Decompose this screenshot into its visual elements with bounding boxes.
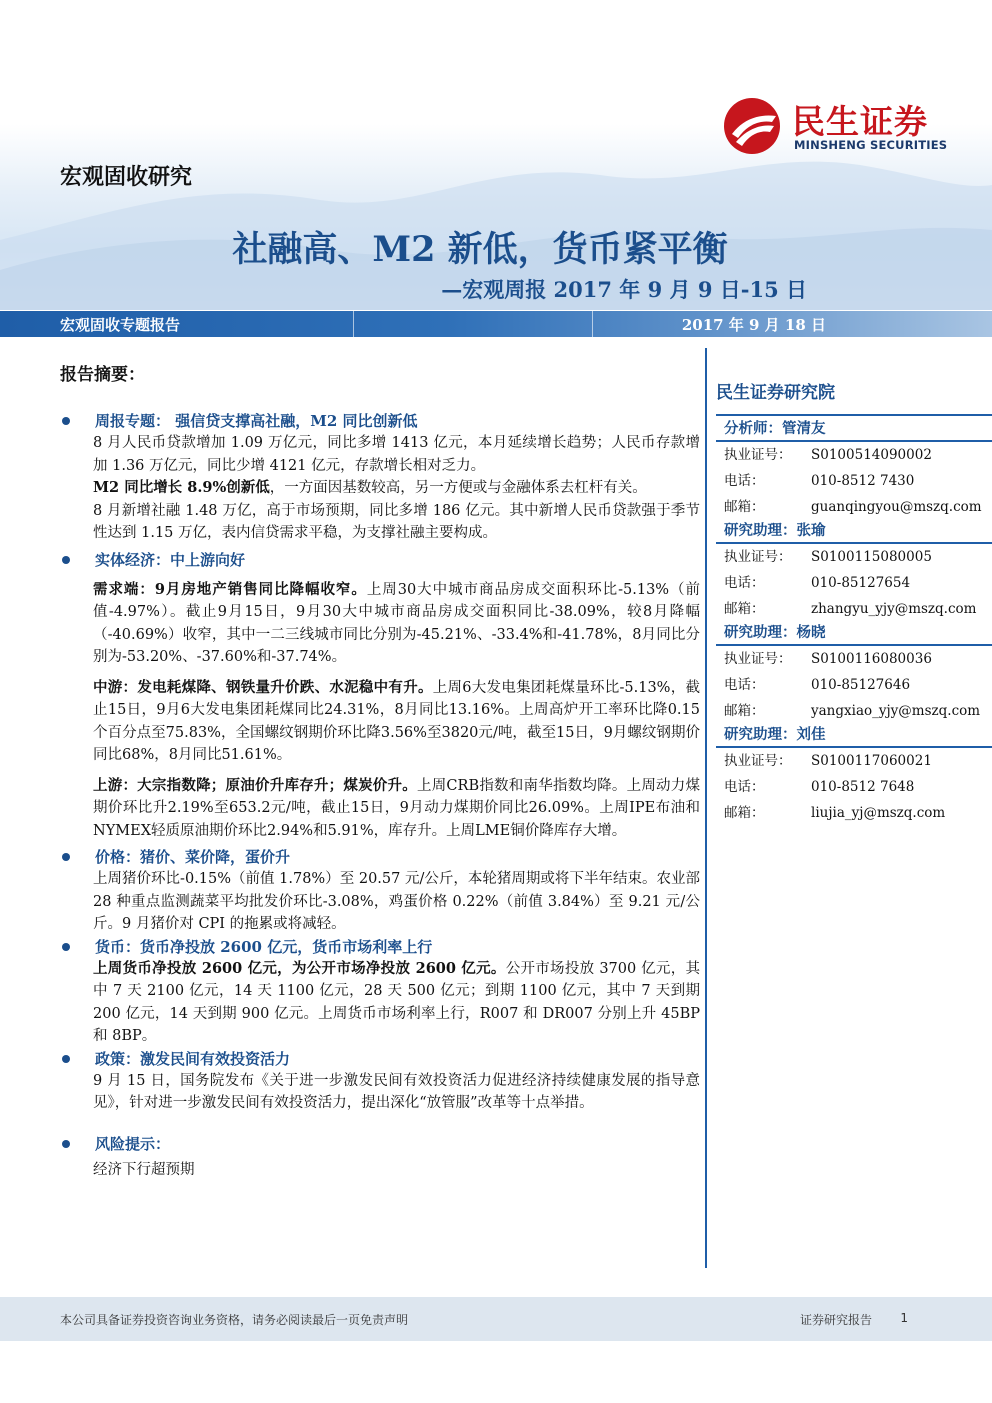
summary-heading: 报告摘要：	[60, 365, 145, 385]
analyst-heading: 研究助理：张瑜	[716, 520, 992, 544]
page-footer	[0, 1297, 992, 1341]
analyst-heading: 研究助理：杨晓	[716, 622, 992, 646]
summary-item-heading	[60, 936, 700, 958]
analyst-block	[716, 418, 992, 520]
report-subtitle: —宏观周报 2017 年 9 月 9 日-15 日	[441, 277, 807, 302]
section-label: 宏观固收研究	[60, 165, 193, 190]
summary-body	[60, 410, 700, 1181]
footer-report-label: 证券研究报告	[799, 1313, 872, 1327]
analyst-row: 执业证号： S0100117060021	[724, 753, 932, 769]
institute-underline	[716, 414, 992, 416]
column-divider	[705, 348, 707, 1268]
bullet-dot-icon	[62, 853, 70, 861]
summary-item-heading-text: 货币：货币净投放 2600 亿元，货币市场利率上行	[95, 937, 433, 956]
analyst-block	[716, 622, 992, 724]
logo-text-en: MINSHENG SECURITIES	[794, 138, 948, 152]
bullet-dot-icon	[62, 417, 70, 425]
summary-paragraph: 上游：大宗指数降；原油价升库存升；煤炭价升。上周CRB指数和南华指数均降。上周动力煤期价环比升2.19%至653.2元/吨，截止15日，9月动力煤期价同比26.09%。上周IPE布油和NYMEX轻质原油期价环比2.94%和5.91%，库存升。上周LME铜价降库存大增。	[93, 776, 700, 839]
summary-item-heading-text: 实体经济：中上游向好	[95, 550, 246, 569]
analyst-row: 电话： 010-8512 7430	[724, 473, 915, 489]
analyst-block	[716, 724, 992, 826]
analyst-email-row: 邮箱： zhangyu_yjy@mszq.com	[716, 596, 992, 622]
bullet-dot-icon	[62, 1140, 70, 1148]
analyst-sidebar	[716, 372, 992, 826]
email-link[interactable]: liujia_yj@mszq.com	[811, 805, 946, 821]
analyst-heading: 分析师：管清友	[716, 418, 992, 442]
analyst-email-row: 邮箱： guanqingyou@mszq.com	[716, 494, 992, 520]
analyst-row: 电话： 010-85127654	[724, 575, 911, 591]
analyst-row: 执业证号： S0100514090002	[724, 447, 932, 463]
summary-item-heading-text: 价格：猪价、菜价降，蛋价升	[95, 848, 291, 866]
summary-item-heading-text: 风险提示：	[95, 1134, 171, 1153]
analyst-row: 电话： 010-8512 7648	[724, 779, 915, 795]
analyst-row: 执业证号： S0100116080036	[724, 651, 932, 667]
summary-paragraph: 9 月 15 日，国务院发布《关于进一步激发民间有效投资活力促进经济持续健康发展的指导意见》，针对进一步激发民间有效投资活力，提出深化“放管服”改革等十点举措。	[93, 1072, 700, 1111]
report-type-bar	[0, 311, 992, 337]
summary-item-heading	[60, 410, 700, 432]
summary-item-heading	[60, 1048, 700, 1070]
analyst-block	[716, 520, 992, 622]
summary-paragraph: 8 月新增社融 1.48 万亿，高于市场预期，同比多增 186 亿元。其中新增人民币贷款强于季节性达到 1.15 万亿，表内信贷需求平稳，为支撑社融主要构成。	[93, 502, 700, 541]
report-title: 社融高、M2 新低，货币紧平衡	[232, 229, 728, 270]
analyst-email-row: 邮箱： liujia_yj@mszq.com	[716, 800, 992, 826]
summary-item-heading	[60, 846, 700, 868]
report-date: 2017 年 9 月 18 日	[681, 316, 826, 334]
summary-paragraph: 经济下行超预期	[93, 1161, 195, 1178]
summary-paragraph: 上周货币净投放 2600 亿元，为公开市场净投放 2600 亿元。公开市场投放 3700 亿元，其中 7 天 2100 亿元，14 天 1100 亿元，28 天 500 亿元；到期 1100 亿元，其中 7 天到期 200 亿元，14 天到期 900 亿元。上周货币市场利率上行，R007 和 DR007 分别上升 45BP 和 8BP。	[93, 959, 701, 1044]
summary-paragraph: 上周猪价环比-0.15%（前值 1.78%）至 20.57 元/公斤，本轮猪周期或将下半年结束。农业部 28 种重点监测蔬菜平均批发价环比-3.08%，鸡蛋价格 0.22%（前值 3.84%）至 9.21 元/公斤。9 月猪价对 CPI 的拖累或将减轻。	[93, 871, 700, 932]
page-number: 1	[900, 1311, 908, 1325]
email-link[interactable]: guanqingyou@mszq.com	[811, 499, 982, 515]
email-link[interactable]: zhangyu_yjy@mszq.com	[811, 601, 977, 617]
bar-divider	[592, 311, 593, 337]
institute-name: 民生证券研究院	[716, 383, 835, 403]
analyst-row: 执业证号： S0100115080005	[724, 549, 932, 565]
minsheng-logo-icon	[722, 96, 782, 156]
report-type: 宏观固收专题报告	[60, 316, 181, 334]
bullet-dot-icon	[62, 943, 70, 951]
summary-paragraph: M2 同比增长 8.9%创新低，一方面因基数较高，另一方便或与金融体系去杠杆有关。	[93, 479, 647, 496]
summary-paragraph: 8 月人民币贷款增加 1.09 万亿元，同比多增 1413 亿元，本月延续增长趋势；人民币存款增加 1.36 万亿元，同比少增 4121 亿元，存款增长相对乏力。	[93, 435, 700, 474]
bar-divider	[353, 311, 354, 337]
analyst-heading: 研究助理：刘佳	[716, 724, 992, 748]
logo-text-cn: 民生证券	[792, 102, 928, 141]
summary-item-heading	[60, 549, 700, 571]
logo	[722, 96, 962, 160]
summary-paragraph: 中游：发电耗煤降、钢铁量升价跌、水泥稳中有升。上周6大发电集团耗煤量环比-5.13%，截止15日，9月6大发电集团耗煤同比24.31%，8月同比13.16%。上周高炉开工率环比降0.15个百分点至75.83%，全国螺纹钢期价环比降3.56%至3820元/吨，截至15日，9月螺纹钢期价同比68%，8月同比51.61%。	[93, 678, 701, 763]
summary-paragraph: 需求端：9月房地产销售同比降幅收窄。上周30大中城市商品房成交面积环比-5.13%（前值-4.97%）。截止9月15日，9月30大中城市商品房成交面积同比-38.09%，较8月降幅（-40.69%）收窄，其中一二三线城市同比分别为-45.21%、-33.4%和-41.78%，8月同比分别为-53.20%、-37.60%和-37.74%。	[93, 580, 700, 665]
summary-item-heading-text: 政策：激发民间有效投资活力	[95, 1049, 291, 1068]
analyst-email-row: 邮箱： yangxiao_yjy@mszq.com	[716, 698, 992, 724]
analyst-row: 电话： 010-85127646	[724, 677, 911, 693]
bullet-dot-icon	[62, 556, 70, 564]
summary-item-heading	[60, 1133, 700, 1155]
email-link[interactable]: yangxiao_yjy@mszq.com	[811, 703, 981, 719]
footer-disclaimer: 本公司具备证券投资咨询业务资格，请务必阅读最后一页免责声明	[60, 1313, 409, 1327]
summary-item-heading-text: 周报专题： 强信贷支撑高社融，M2 同比创新低	[95, 412, 418, 430]
bullet-dot-icon	[62, 1055, 70, 1063]
